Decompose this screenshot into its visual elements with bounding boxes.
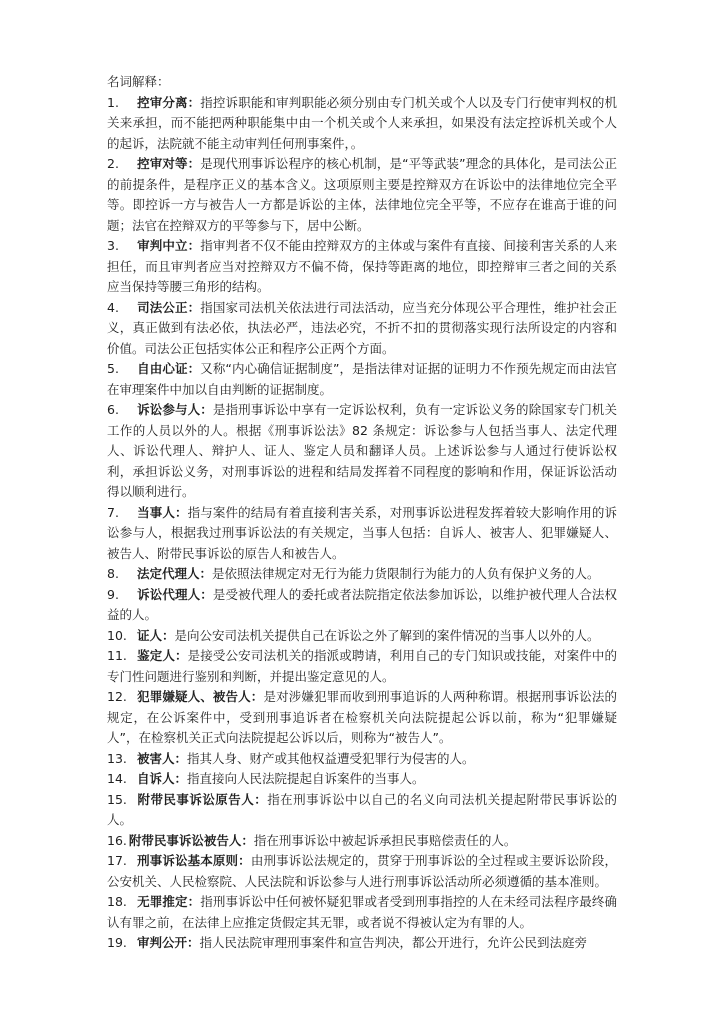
entry-number: 6. bbox=[107, 402, 119, 417]
definition-list bbox=[107, 93, 617, 954]
entry-definition: 指控诉职能和审判职能必须分别由专门机关或个人以及专门行使审判权的机关来承担，而不能把两种职能集中由一个机关或个人来承担，如果没有法定控诉机关或个人的起诉，法院就不能主动审判任何刑事案件，。 bbox=[107, 94, 617, 151]
entry-definition: 是指刑事诉讼中享有一定诉讼权利，负有一定诉讼义务的除国家专门机关工作的人员以外的人。根据《刑事诉讼法》82 条规定：诉讼参与人包括当事人、法定代理人、诉讼代理人、辩护人、证人、鉴定人员和翻译人员。上述诉讼参与人通过行使诉讼权利，承担诉讼义务，对刑事诉讼的进程和结局发挥着不同程度的影响和作用，保证诉讼活动得以顺利进行。 bbox=[107, 402, 617, 499]
entry-definition: 是受被代理人的委托或者法院指定依法参加诉讼，以维护被代理人合法权益的人。 bbox=[107, 586, 617, 622]
definition-entry bbox=[107, 687, 617, 749]
entry-term: 司法公正： bbox=[137, 299, 201, 315]
entry-term: 诉讼代理人： bbox=[137, 586, 213, 602]
entry-term: 刑事诉讼基本原则： bbox=[137, 853, 251, 868]
definition-entry bbox=[107, 503, 617, 565]
entry-number: 17. bbox=[107, 853, 127, 868]
entry-number: 12. bbox=[107, 689, 127, 704]
entry-definition: 指直接向人民法院提起自诉案件的当事人。 bbox=[187, 771, 425, 786]
definition-entry bbox=[107, 585, 617, 626]
entry-term: 鉴定人： bbox=[137, 648, 188, 663]
entry-definition: 指在刑事诉讼中以自己的名义向司法机关提起附带民事诉讼的人。 bbox=[107, 791, 617, 827]
definition-entry bbox=[107, 646, 617, 687]
entry-number: 5. bbox=[107, 361, 119, 376]
entry-number: 3. bbox=[107, 238, 119, 253]
definition-entry bbox=[107, 851, 617, 892]
entry-term: 犯罪嫌疑人、被告人： bbox=[137, 689, 264, 704]
entry-number: 19. bbox=[107, 935, 127, 950]
entry-number: 16. bbox=[107, 832, 127, 848]
definition-entry bbox=[107, 626, 617, 647]
entry-definition: 是现代刑事诉讼程序的核心机制，是“平等武装”理念的具体化，是司法公正的前提条件，是程序正义的基本含义。这项原则主要是控辩双方在诉讼中的法律地位完全平等。即控诉一方与被告人一方都是诉讼的主体，法律地位完全平等，不应存在谁高于谁的问题；法官在控辩双方的平等参与下，居中公断。 bbox=[107, 156, 617, 233]
entry-term: 附带民事诉讼被告人： bbox=[128, 832, 254, 848]
entry-term: 被害人： bbox=[137, 750, 188, 766]
entry-number: 15. bbox=[107, 791, 127, 807]
entry-term: 自由心证： bbox=[137, 361, 201, 376]
entry-definition: 指刑事诉讼中任何被怀疑犯罪或者受到刑事指控的人在未经司法程序最终确认有罪之前，在法律上应推定货假定其无罪，或者说不得被认定为有罪的人。 bbox=[107, 894, 617, 930]
definition-entry bbox=[107, 154, 617, 236]
entry-term: 附带民事诉讼原告人： bbox=[137, 791, 268, 807]
definition-entry bbox=[107, 892, 617, 933]
entry-number: 10. bbox=[107, 627, 127, 643]
entry-number: 9. bbox=[107, 586, 119, 602]
definition-entry bbox=[107, 298, 617, 360]
definition-entry bbox=[107, 831, 617, 852]
entry-definition: 是对涉嫌犯罪而收到刑事追诉的人两种称谓。根据刑事诉讼法的规定，在公诉案件中，受到刑事追诉者在检察机关向法院提起公诉以前，称为“犯罪嫌疑人”，在检察机关正式向法院提起公诉以后，则称为“被告人”。 bbox=[107, 689, 617, 745]
entry-term: 证人： bbox=[137, 627, 175, 643]
entry-number: 7. bbox=[107, 504, 119, 520]
entry-number: 14. bbox=[107, 771, 127, 786]
entry-definition: 指人民法院审理刑事案件和宣告判决，都公开进行，允许公民到法庭旁 bbox=[199, 935, 588, 950]
entry-term: 当事人： bbox=[137, 504, 188, 520]
entry-definition: 指审判者不仅不能由控辩双方的主体或与案件有直接、间接利害关系的人来担任，而且审判者应当对控辩双方不偏不倚，保持等距离的地位，即控辩审三者之间的关系应当保持等腰三角形的结构。 bbox=[107, 238, 617, 294]
definition-entry bbox=[107, 400, 617, 503]
entry-definition: 是接受公安司法机关的指派或聘请，利用自己的专门知识或技能，对案件中的专门性问题进行鉴别和判断，并提出鉴定意见的人。 bbox=[107, 648, 617, 684]
definition-entry bbox=[107, 769, 617, 790]
definition-entry bbox=[107, 359, 617, 400]
entry-definition: 是向公安司法机关提供自己在诉讼之外了解到的案件情况的当事人以外的人。 bbox=[174, 627, 600, 643]
entry-definition: 指国家司法机关依法进行司法活动，应当充分体现公平合理性，维护社会正义，真正做到有法必依，执法必严，违法必究，不折不扣的贯彻落实现行法所设定的内容和价值。司法公正包括实体公正和程序公正两个方面。 bbox=[107, 299, 617, 356]
entry-number: 2. bbox=[107, 156, 119, 171]
entry-definition: 指在刑事诉讼中被起诉承担民事赔偿责任的人。 bbox=[253, 832, 517, 848]
entry-term: 审判中立： bbox=[137, 238, 201, 253]
section-heading: 名词解释： bbox=[107, 74, 170, 89]
entry-definition: 指与案件的结局有着直接利害关系，对刑事诉讼进程发挥着较大影响作用的诉讼参与人，根据我过刑事诉讼法的有关规定，当事人包括：自诉人、被害人、犯罪嫌疑人、被告人、附带民事诉讼的原告人和被告人。 bbox=[107, 504, 617, 561]
entry-definition: 指其人身、财产或其他权益遭受犯罪行为侵害的人。 bbox=[187, 750, 475, 766]
entry-number: 1. bbox=[107, 94, 119, 110]
entry-term: 自诉人： bbox=[137, 771, 188, 786]
entry-term: 控审分离： bbox=[137, 94, 201, 110]
definition-entry bbox=[107, 93, 617, 155]
definition-entry bbox=[107, 790, 617, 831]
entry-number: 13. bbox=[107, 750, 127, 766]
entry-number: 18. bbox=[107, 894, 127, 909]
definition-entry bbox=[107, 749, 617, 770]
definition-entry bbox=[107, 564, 617, 585]
entry-definition: 由刑事诉讼法规定的，贯穿于刑事诉讼的全过程或主要诉讼阶段，公安机关、人民检察院、人民法院和诉讼参与人进行刑事诉讼活动所必须遵循的基本准则。 bbox=[107, 853, 617, 889]
entry-term: 法定代理人： bbox=[137, 566, 213, 581]
definition-entry bbox=[107, 236, 617, 298]
entry-number: 4. bbox=[107, 299, 119, 315]
entry-number: 8. bbox=[107, 566, 119, 581]
document-body bbox=[107, 72, 617, 954]
entry-term: 审判公开： bbox=[137, 935, 200, 950]
entry-term: 控审对等： bbox=[137, 156, 201, 171]
entry-term: 无罪推定： bbox=[137, 894, 201, 909]
definition-entry bbox=[107, 933, 617, 954]
entry-definition: 是依照法律规定对无行为能力货限制行为能力的人负有保护义务的人。 bbox=[212, 566, 600, 581]
entry-term: 诉讼参与人： bbox=[137, 402, 213, 417]
entry-definition: 又称“内心确信证据制度”，是指法律对证据的证明力不作预先规定而由法官在审理案件中加以自由判断的证据制度。 bbox=[107, 361, 617, 397]
entry-number: 11. bbox=[107, 648, 127, 663]
